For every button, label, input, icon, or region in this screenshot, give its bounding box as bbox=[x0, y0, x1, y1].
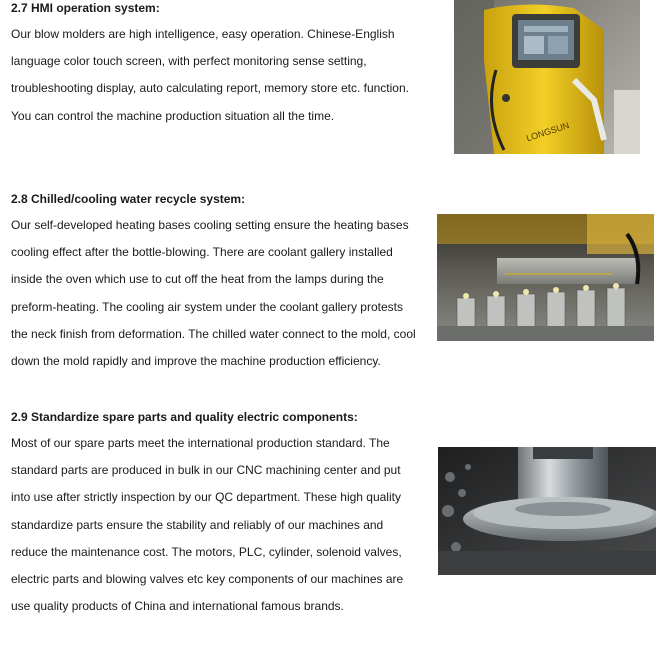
paragraph-line: use quality products of China and international famous brands. bbox=[11, 599, 344, 614]
section-spare-parts bbox=[11, 410, 403, 620]
paragraph-line: Our self-developed heating bases cooling setting ensure the heating bases bbox=[11, 218, 409, 232]
hmi-machine-photo bbox=[454, 0, 640, 154]
section-hmi bbox=[11, 1, 409, 130]
paragraph-line: standardize parts ensure the stability and reliably of our machines and bbox=[11, 517, 384, 532]
cooling-system-photo bbox=[437, 214, 654, 341]
paragraph-line: down the mold rapidly and improve the machine production efficiency. bbox=[11, 354, 381, 369]
cnc-part-photo bbox=[438, 447, 656, 575]
paragraph-line: cooling effect after the bottle-blowing. There are coolant gallery installed bbox=[11, 245, 393, 260]
paragraph-line: inside the oven which use to cut off the heat from the lamps during the bbox=[11, 272, 384, 287]
paragraph-line: language color touch screen, with perfect monitoring sense setting, bbox=[11, 54, 367, 69]
section-heading: 2.7 HMI operation system: bbox=[11, 1, 160, 15]
paragraph-line: standard parts are produced in bulk in our CNC machining center and put bbox=[11, 463, 401, 478]
paragraph-line: preform-heating. The cooling air system under the coolant gallery protests bbox=[11, 299, 403, 314]
paragraph-line: troubleshooting display, auto calculating report, memory store etc. function. bbox=[11, 81, 409, 96]
paragraph-line: electric parts and blowing valves etc key components of our machines are bbox=[11, 572, 404, 587]
paragraph-line: Our blow molders are high intelligence, easy operation. Chinese-English bbox=[11, 27, 395, 41]
section-heading: 2.9 Standardize spare parts and quality electric components: bbox=[11, 410, 358, 424]
paragraph-line: Most of our spare parts meet the international production standard. The bbox=[11, 436, 390, 450]
photo-logo-text: LONGSUN bbox=[525, 120, 571, 144]
paragraph-line: into use after strictly inspection by our QC department. These high quality bbox=[11, 490, 401, 505]
section-cooling bbox=[11, 192, 416, 375]
paragraph-line: reduce the maintenance cost. The motors, PLC, cylinder, solenoid valves, bbox=[11, 544, 402, 559]
paragraph-line: You can control the machine production situation all the time. bbox=[11, 108, 335, 123]
paragraph-line: the neck finish from deformation. The chilled water connect to the mold, cool bbox=[11, 326, 416, 341]
section-heading: 2.8 Chilled/cooling water recycle system: bbox=[11, 192, 246, 206]
